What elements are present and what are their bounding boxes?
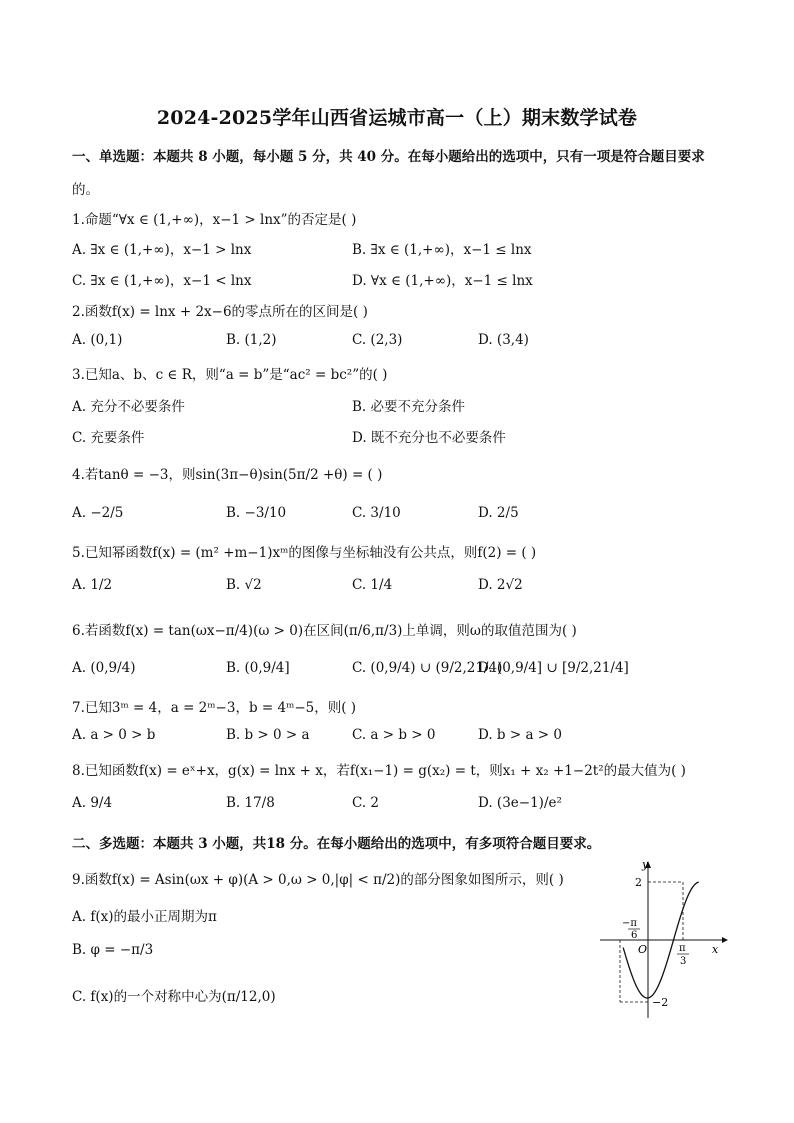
section1-header-line1: 一、单选题：本题共 8 小题，每小题 5 分，共 40 分。在每小题给出的选项中，只有一项是符合题目要求 [72, 149, 705, 165]
question-7-option-b: B. b > 0 > a [226, 727, 310, 743]
x-axis-label: x [712, 943, 719, 956]
question-9-option-a: A. f(x)的最小正周期为π [72, 909, 217, 925]
question-7-stem: 7.已知3ᵐ = 4，a = 2ᵐ−3，b = 4ᵐ−5，则( ) [72, 700, 357, 716]
min-value-label: −2 [652, 996, 669, 1009]
question-4-option-c: C. 3/10 [352, 505, 401, 521]
origin-label: O [638, 943, 648, 956]
question-9-option-b: B. φ = −π/3 [72, 942, 154, 958]
question-5-option-c: C. 1/4 [352, 577, 393, 593]
question-2-option-b: B. (1,2) [226, 332, 277, 348]
question-6-option-b: B. (0,9/4] [226, 660, 290, 676]
x-axis-arrow-icon [722, 937, 728, 943]
question-5-option-a: A. 1/2 [72, 577, 113, 593]
question-7-option-d: D. b > a > 0 [478, 727, 562, 743]
question-3-option-a: A. 充分不必要条件 [72, 399, 185, 415]
question-6-stem: 6.若函数f(x) = tan(ωx−π/4)(ω > 0)在区间(π/6,π/3)上单调，则ω的取值范围为( ) [72, 623, 577, 639]
question-2-option-a: A. (0,1) [72, 332, 123, 348]
question-3-stem: 3.已知a、b、c ∈ R，则“a = b”是“ac² = bc²”的( ) [72, 367, 388, 383]
question-4-option-b: B. −3/10 [226, 505, 287, 521]
question-9-stem: 9.函数f(x) = Asin(ωx + φ)(A > 0,ω > 0,|φ| < π/2)的部分图象如图所示，则( ) [72, 872, 564, 888]
question-4-stem: 4.若tanθ = −3，则sin(3π−θ)sin(5π/2 +θ) = ( ) [72, 467, 383, 483]
question-4-option-d: D. 2/5 [478, 505, 519, 521]
three-label: 3 [680, 956, 687, 967]
question-5-option-b: B. √2 [226, 577, 262, 593]
question-1-option-c: C. ∃x ∈ (1,+∞)，x−1 < lnx [72, 273, 252, 289]
question-1-option-d: D. ∀x ∈ (1,+∞)，x−1 ≤ lnx [352, 273, 533, 289]
question-6-option-d: D. (0,9/4] ∪ [9/2,21/4] [478, 660, 629, 676]
question-1-option-b: B. ∃x ∈ (1,+∞)，x−1 ≤ lnx [352, 242, 532, 258]
question-6-option-c: C. (0,9/4) ∪ (9/2,21/4) [352, 660, 503, 676]
section2-header: 二、多选题：本题共 3 小题，共18 分。在每小题给出的选项中，有多项符合题目要求。 [72, 836, 601, 852]
question-2-option-d: D. (3,4) [478, 332, 529, 348]
question-2-option-c: C. (2,3) [352, 332, 403, 348]
question-5-stem: 5.已知幂函数f(x) = (m² +m−1)xᵐ的图像与坐标轴没有公共点，则f(2) = ( ) [72, 545, 537, 561]
question-7-option-c: C. a > b > 0 [352, 727, 436, 743]
question-5-option-d: D. 2√2 [478, 577, 523, 593]
question-7-option-a: A. a > 0 > b [72, 727, 156, 743]
question-1-option-a: A. ∃x ∈ (1,+∞)，x−1 > lnx [72, 242, 252, 258]
question-3-option-c: C. 充要条件 [72, 430, 145, 446]
question-8-stem: 8.已知函数f(x) = eˣ+x，g(x) = lnx + x，若f(x₁−1) = g(x₂) = t，则x₁ + x₂ +1−2t²的最大值为( ) [72, 763, 686, 779]
question-8-option-a: A. 9/4 [72, 795, 113, 811]
max-value-label: 2 [635, 876, 642, 889]
question-3-option-d: D. 既不充分也不必要条件 [352, 430, 506, 446]
page-title: 2024-2025学年山西省运城市高一（上）期末数学试卷 [156, 107, 638, 129]
question-1-stem: 1.命题“∀x ∈ (1,+∞)，x−1 > lnx”的否定是( ) [72, 212, 357, 228]
question-9-option-c: C. f(x)的一个对称中心为(π/12,0) [72, 989, 276, 1005]
question-8-option-d: D. (3e−1)/e² [478, 795, 562, 811]
question-6-option-a: A. (0,9/4) [72, 660, 136, 676]
question-3-option-b: B. 必要不充分条件 [352, 399, 466, 415]
question-8-option-c: C. 2 [352, 795, 380, 811]
question-8-option-b: B. 17/8 [226, 795, 275, 811]
neg-pi-label: −π [622, 918, 637, 929]
section1-header-line2: 的。 [72, 182, 99, 198]
six-label: 6 [631, 930, 638, 941]
pi-label: π [679, 943, 686, 954]
question-4-option-a: A. −2/5 [72, 505, 124, 521]
question-2-stem: 2.函数f(x) = lnx + 2x−6的零点所在的区间是( ) [72, 304, 368, 320]
y-axis-label: y [642, 858, 649, 871]
sine-graph-figure [598, 858, 728, 1020]
